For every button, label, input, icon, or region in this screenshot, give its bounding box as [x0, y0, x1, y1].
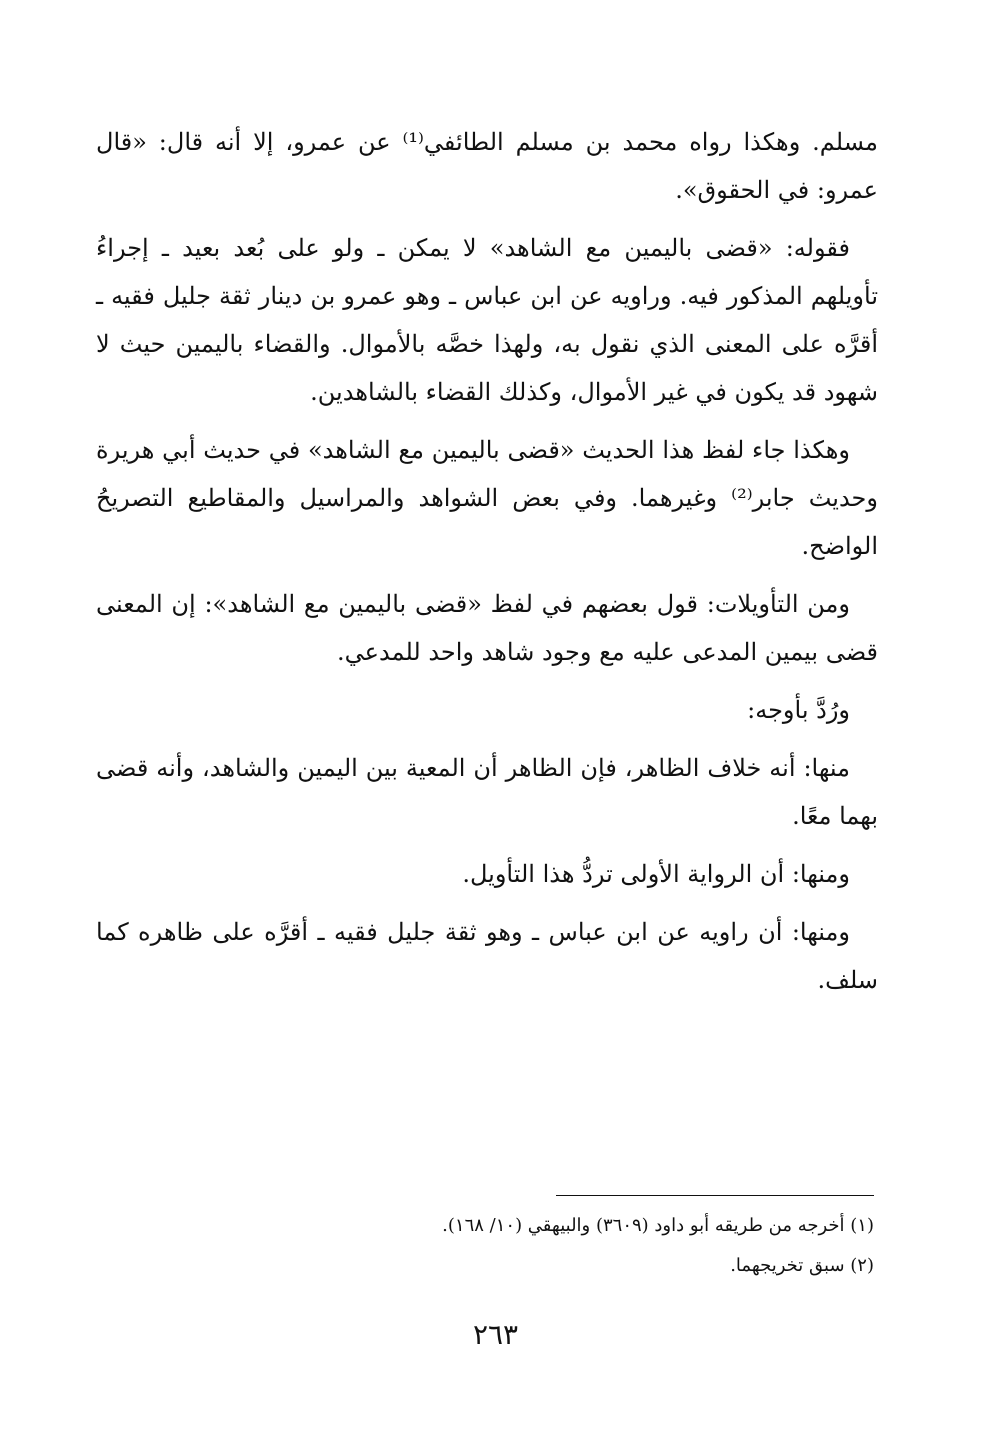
paragraph-2: فقوله: «قضى باليمين مع الشاهد» لا يمكن ـ ولو على بُعد بعيد ـ إجراءُ تأويلهم المذكور فيه. وراويه عن ابن عباس ـ وهو عمرو بن دينار ثقة جليل فقيه ـ أقرَّه على المعنى الذي نقول به، ولهذا خصَّه بالأموال. والقضاء باليمين حيث لا شهود قد يكون في غير الأموال، وكذلك القضاء بالشاهدين.: [96, 234, 879, 406]
footnotes: [300, 1206, 874, 1286]
page-number: ٢٦٣: [472, 1318, 519, 1351]
footnote-1: (١) أخرجه من طريقه أبو داود (٣٦٠٩) والبيهقي (١٠/ ١٦٨).: [442, 1215, 874, 1236]
paragraph-6: منها: أنه خلاف الظاهر، فإن الظاهر أن المعية بين اليمين والشاهد، وأنه قضى بهما معًا.: [96, 754, 878, 830]
paragraph-1: مسلم. وهكذا رواه محمد بن مسلم الطائفي⁽¹⁾ عن عمرو، إلا أنه قال: «قال عمرو: في الحقوق».: [96, 128, 878, 204]
footnote-2: (٢) سبق تخريجهما.: [730, 1255, 874, 1276]
paragraph-3: وهكذا جاء لفظ هذا الحديث «قضى باليمين مع الشاهد» في حديث أبي هريرة وحديث جابر⁽²⁾ وغيرهما. وفي بعض الشواهد والمراسيل والمقاطيع التصريحُ الواضح.: [96, 436, 878, 560]
paragraph-4: ومن التأويلات: قول بعضهم في لفظ «قضى باليمين مع الشاهد»: إن المعنى قضى بيمين المدعى عليه مع وجود شاهد واحد للمدعي.: [96, 590, 878, 666]
main-text: [96, 118, 878, 1014]
footnote-divider: [556, 1195, 874, 1196]
paragraph-5: ورُدَّ بأوجه:: [747, 696, 850, 724]
paragraph-7: ومنها: أن الرواية الأولى تردُّ هذا التأويل.: [462, 860, 850, 888]
paragraph-8: ومنها: أن راويه عن ابن عباس ـ وهو ثقة جليل فقيه ـ أقرَّه على ظاهره كما سلف.: [96, 918, 878, 994]
